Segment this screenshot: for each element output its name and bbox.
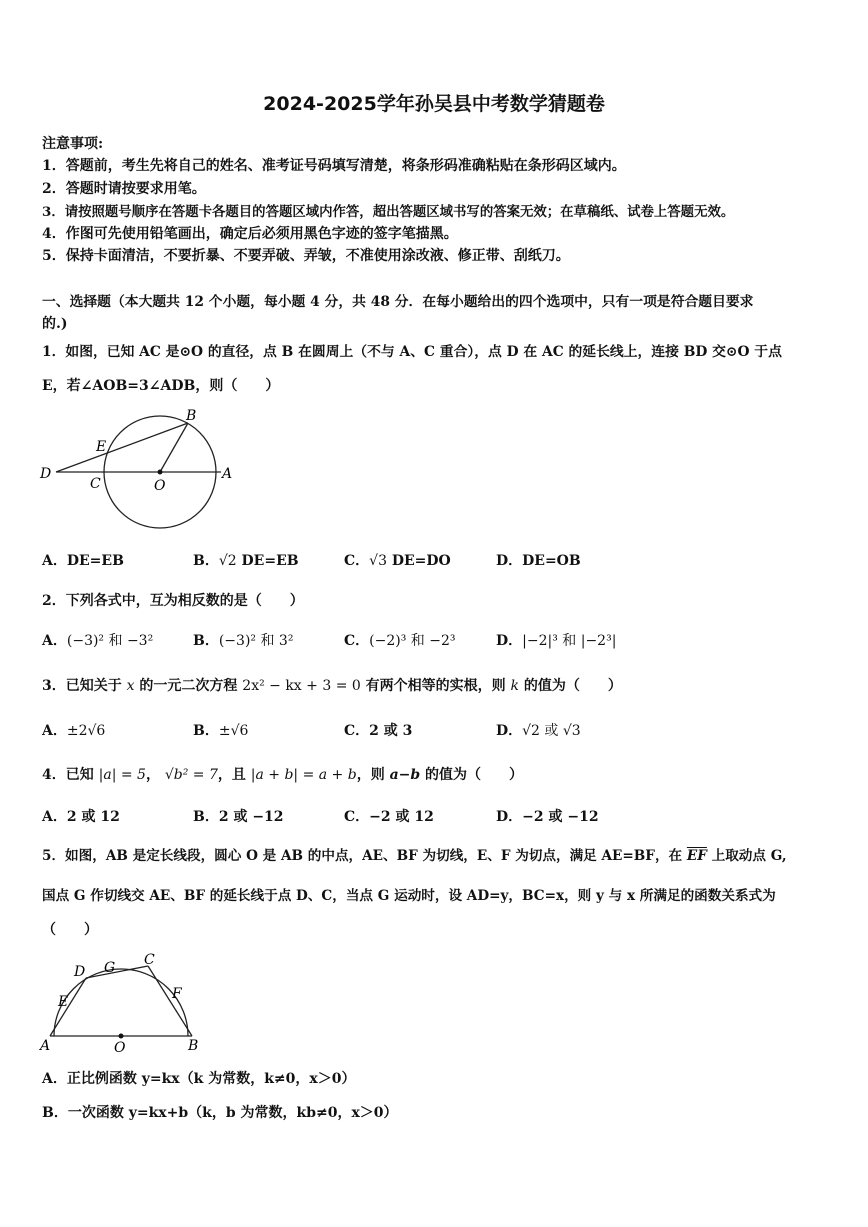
q1-option-b-math: √2 bbox=[218, 553, 237, 569]
q2-option-d-label: D． bbox=[496, 633, 523, 649]
q1-label-a: A bbox=[222, 466, 233, 482]
q2-option-a-math: (−3)² 和 −3² bbox=[66, 633, 154, 649]
q1-line-ob bbox=[160, 423, 188, 472]
q1-option-c bbox=[344, 551, 451, 571]
q5-line-dc bbox=[86, 966, 148, 978]
q4-stem-part-d: ，则 bbox=[356, 767, 390, 783]
q3-option-b-math: ±√6 bbox=[218, 723, 249, 739]
q5-label-d: D bbox=[74, 964, 86, 980]
q4-stem bbox=[42, 765, 523, 785]
q5-stem-line3: （ ） bbox=[42, 922, 98, 938]
q1-label-c: C bbox=[90, 476, 101, 492]
notice-item-1: 1．答题前，考生先将自己的姓名、准考证号码填写清楚，将条形码准确粘贴在条形码区域内。 bbox=[42, 158, 626, 174]
q3-option-a bbox=[42, 721, 105, 741]
q4-stem-math-4: a−b bbox=[389, 767, 421, 783]
q2-option-d bbox=[496, 631, 616, 651]
q5-stem-line1 bbox=[42, 846, 787, 866]
q4-stem-math-1: |a| = 5 bbox=[98, 767, 146, 783]
q3-stem-var: x bbox=[126, 678, 135, 694]
q5-stem-arc: $\overline{EF}$ bbox=[686, 848, 707, 864]
q5-option-a: A．正比例函数 y=kx（k 为常数，k≠0，x＞0） bbox=[42, 1071, 356, 1087]
notice-item-2: 2．答题时请按要求用笔。 bbox=[42, 181, 206, 197]
q2-option-c-label: C． bbox=[344, 633, 370, 649]
q1-center-dot bbox=[158, 470, 163, 475]
q2-option-c bbox=[344, 631, 455, 651]
q5-stem-line2: 国点 G 作切线交 AE、BF 的延长线于点 D、C，当点 G 运动时，设 AD=y，BC=x，则 y 与 x 所满足的函数关系式为 bbox=[42, 888, 776, 904]
q5-label-o: O bbox=[114, 1040, 126, 1056]
q3-option-b-label: B． bbox=[193, 723, 219, 739]
q2-option-b-label: B． bbox=[193, 633, 219, 649]
q5-center-dot bbox=[119, 1034, 124, 1039]
q2-option-a bbox=[42, 631, 153, 651]
q2-option-b bbox=[193, 631, 293, 651]
q4-option-d: D．−2 或 −12 bbox=[496, 809, 599, 825]
q3-stem bbox=[42, 676, 622, 696]
q4-stem-math-2: √b² = 7 bbox=[164, 767, 218, 783]
notice-item-3: 3．请按照题号顺序在答题卡各题目的答题区域内作答，超出答题区域书写的答案无效；在草稿纸、试卷上答题无效。 bbox=[42, 204, 735, 220]
q1-option-c-label: C． bbox=[344, 553, 370, 569]
q5-label-c: C bbox=[144, 952, 155, 968]
q4-stem-part-e: 的值为（ ） bbox=[420, 767, 524, 783]
q2-option-b-math: (−3)² 和 3² bbox=[218, 633, 294, 649]
q1-option-d: D．DE=OB bbox=[496, 553, 581, 569]
q3-stem-part-a: 3．已知关于 bbox=[42, 678, 127, 694]
notice-item-4: 4．作图可先使用铅笔画出，确定后必须用黑色字迹的签字笔描黑。 bbox=[42, 226, 458, 242]
q1-stem-line1: 1．如图，已知 AC 是⊙O 的直径，点 B 在圆周上（不与 A、C 重合），点 D 在 AC 的延长线上，连接 BD 交⊙O 于点 bbox=[42, 344, 782, 360]
q4-option-b: B．2 或 −12 bbox=[193, 809, 284, 825]
q1-label-e: E bbox=[96, 439, 107, 455]
q1-figure bbox=[36, 404, 236, 534]
q3-stem-part-b: 的一元二次方程 bbox=[134, 678, 243, 694]
q4-stem-math-3: |a + b| = a + b bbox=[250, 767, 357, 783]
q3-option-b bbox=[193, 721, 248, 741]
section-heading-line1: 一、选择题（本大题共 12 个小题，每小题 4 分，共 48 分．在每小题给出的四个选项中，只有一项是符合题目要求 bbox=[42, 294, 754, 310]
q3-option-d bbox=[496, 721, 581, 741]
q1-option-c-math: √3 bbox=[369, 553, 387, 569]
q1-label-d: D bbox=[40, 466, 52, 482]
q2-stem: 2．下列各式中，互为相反数的是（ ） bbox=[42, 593, 304, 609]
section-heading-line2: 的.) bbox=[42, 316, 68, 332]
q2-option-d-math: |−2|³ 和 |−2³| bbox=[522, 633, 617, 649]
q3-option-c: C．2 或 3 bbox=[344, 723, 413, 739]
q5-figure bbox=[36, 950, 216, 1058]
q5-option-b: B．一次函数 y=kx+b（k，b 为常数，kb≠0，x＞0） bbox=[42, 1105, 398, 1121]
q5-label-e: E bbox=[58, 994, 69, 1010]
q4-stem-part-a: 4．已知 bbox=[42, 767, 99, 783]
q3-stem-part-d: 的值为（ ） bbox=[519, 678, 622, 694]
q5-label-a: A bbox=[40, 1038, 51, 1054]
q1-stem-line2: E，若∠AOB=3∠ADB，则（ ） bbox=[42, 378, 280, 394]
q1-option-b bbox=[193, 551, 299, 571]
q3-option-a-math: ±2√6 bbox=[66, 723, 106, 739]
q1-option-a: A．DE=EB bbox=[42, 553, 124, 569]
q5-label-g: G bbox=[104, 960, 116, 976]
page-title: 2024-2025学年孙吴县中考数学猜题卷 bbox=[263, 93, 605, 115]
q4-option-a: A．2 或 12 bbox=[42, 809, 120, 825]
q1-option-c-text: DE=DO bbox=[386, 553, 451, 569]
q3-option-d-label: D． bbox=[496, 723, 523, 739]
q3-option-a-label: A． bbox=[42, 723, 67, 739]
q2-option-a-label: A． bbox=[42, 633, 67, 649]
q5-line-bc bbox=[148, 966, 192, 1036]
q3-option-d-math: √2 或 √3 bbox=[522, 723, 581, 739]
notice-item-5: 5．保持卡面清洁，不要折暴、不要弄破、弄皱，不准使用涂改液、修正带、刮纸刀。 bbox=[42, 248, 570, 264]
q1-label-o: O bbox=[154, 478, 166, 494]
notice-heading: 注意事项: bbox=[42, 136, 104, 152]
q1-option-b-label: B． bbox=[193, 553, 219, 569]
q3-stem-k: k bbox=[510, 678, 520, 694]
q2-option-c-math: (−2)³ 和 −2³ bbox=[369, 633, 456, 649]
q5-stem-part-a: 5．如图，AB 是定长线段，圆心 O 是 AB 的中点，AE、BF 为切线，E、F 为切点，满足 AE=BF，在 bbox=[42, 848, 687, 864]
q4-stem-part-b: ， bbox=[145, 767, 165, 783]
q5-label-f: F bbox=[172, 986, 182, 1002]
q3-stem-equation: 2x² − kx + 3 = 0 bbox=[242, 678, 361, 694]
q5-label-b: B bbox=[188, 1038, 199, 1054]
q3-stem-part-c: 有两个相等的实根，则 bbox=[360, 678, 511, 694]
q1-label-b: B bbox=[186, 408, 197, 424]
q1-option-b-text: DE=EB bbox=[236, 553, 299, 569]
q4-stem-part-c: ，且 bbox=[217, 767, 251, 783]
q5-stem-part-b: 上取动点 G, bbox=[706, 848, 787, 864]
q4-option-c: C．−2 或 12 bbox=[344, 809, 434, 825]
